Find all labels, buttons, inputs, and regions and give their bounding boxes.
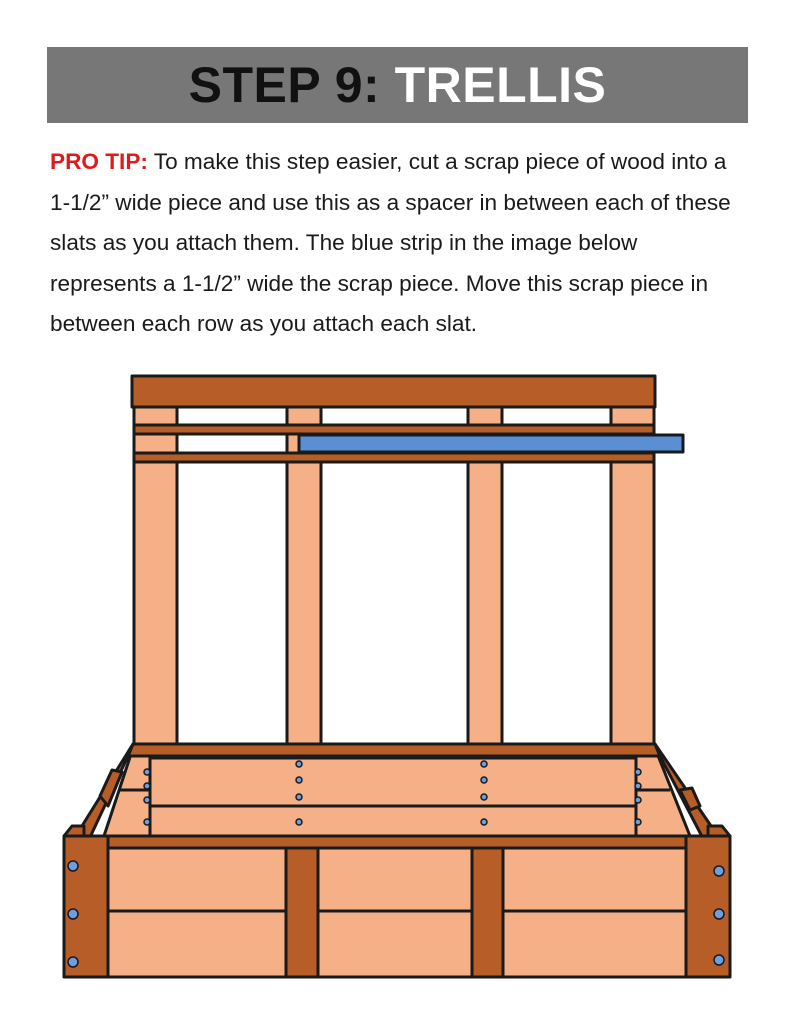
screw <box>296 777 302 783</box>
screw <box>144 783 150 789</box>
screw <box>481 794 487 800</box>
front-brace-2 <box>472 848 503 977</box>
front-right-corner-post <box>686 836 730 977</box>
screw <box>635 797 641 803</box>
screw <box>296 761 302 767</box>
trellis-top-cap <box>132 376 655 407</box>
screw <box>635 769 641 775</box>
screw <box>481 819 487 825</box>
screw <box>296 794 302 800</box>
front-wall-bottom-board <box>108 911 686 977</box>
front-wall-top-board <box>108 848 686 911</box>
scrap-spacer-strip <box>299 435 683 452</box>
bed-rear-rim <box>128 744 660 756</box>
screw <box>144 797 150 803</box>
page-title <box>189 56 607 114</box>
trellis-slat-1 <box>134 425 654 434</box>
title-step: STEP 9: <box>188 57 381 113</box>
screw <box>144 819 150 825</box>
screw <box>481 777 487 783</box>
screw <box>68 861 78 871</box>
right-rear-corner-post <box>680 788 700 810</box>
bed-front-rim <box>72 836 722 848</box>
title-name: TRELLIS <box>394 57 607 113</box>
trellis-slat-2 <box>134 453 654 462</box>
screw <box>296 819 302 825</box>
screw <box>635 819 641 825</box>
front-left-corner-post <box>64 836 108 977</box>
trellis-illustration <box>0 360 794 1028</box>
screw <box>144 769 150 775</box>
front-brace-1 <box>286 848 318 977</box>
title-bar <box>47 47 748 123</box>
screw <box>68 909 78 919</box>
screw <box>714 909 724 919</box>
screw <box>714 955 724 965</box>
pro-tip-text: To make this step easier, cut a scrap piece of wood into a 1-1/2” wide piece and use this as a spacer in between each of these slats as you attach them. The blue strip in the image below represents a 1-1/2” wide the scrap piece. Move this scrap piece in between each row as you attach each slat. <box>50 149 731 336</box>
screw <box>68 957 78 967</box>
screw <box>481 761 487 767</box>
pro-tip-label: PRO TIP: <box>50 149 148 174</box>
back-wall-top-board <box>148 758 636 806</box>
pro-tip-paragraph <box>50 142 750 345</box>
screw <box>635 783 641 789</box>
screw <box>714 866 724 876</box>
